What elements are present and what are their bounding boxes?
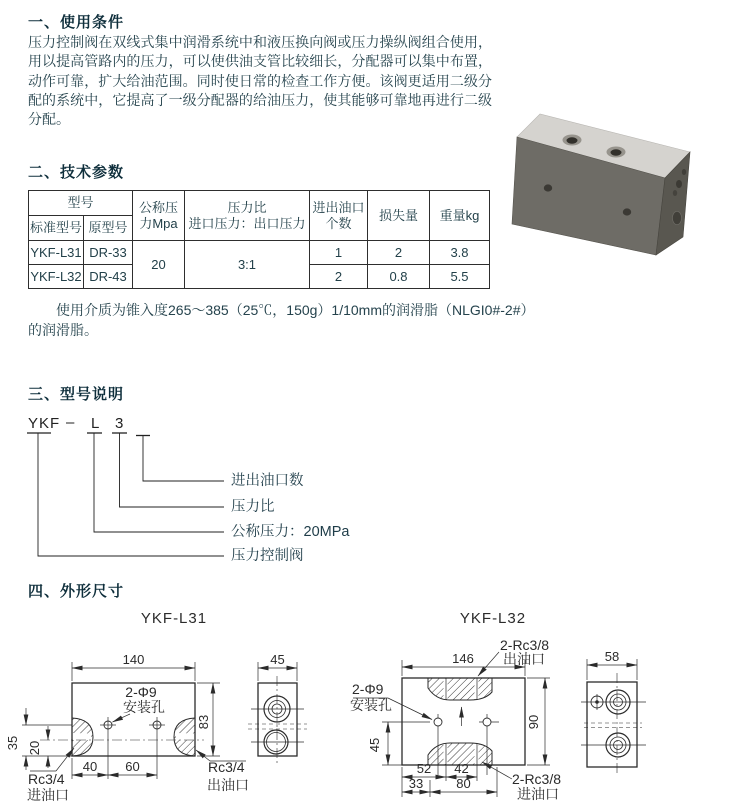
l32-bottom-relief <box>444 744 448 764</box>
col-ports-line1: 进出油口 <box>312 199 365 215</box>
leader-valve <box>38 433 224 556</box>
model-code-diagram <box>20 405 440 570</box>
l32-outlet-label: 出油口 <box>503 651 545 667</box>
cell-pressure: 20 <box>133 241 185 289</box>
section1-body: 压力控制阀在双线式集中润滑系统中和液压换向阀或压力操纵阀组合使用，用以提高管路内的压力，可以使供油支管比较细长，分配器可以集中布置，动作可靠，扩大给油范围。同时使日常的检查工作方便。该阀更适用二级分配的系统中，它提高了一级分配器的给油压力，使其能够可靠地再进行二级分配。 <box>28 34 492 128</box>
cell-loss: 0.8 <box>368 265 430 289</box>
table-header-row-1 <box>29 191 490 216</box>
l32-holes-label2: 安装孔 <box>350 697 392 713</box>
col-loss: 损失量 <box>368 191 430 241</box>
l32-side-mount-hole-center <box>595 700 599 704</box>
leader-pressure <box>94 433 224 532</box>
col-standard-model: 标准型号 <box>29 216 84 241</box>
l32-inlet-label: 进油口 <box>517 786 559 802</box>
col-ports-line2: 个数 <box>325 215 352 231</box>
label-nominal-pressure: 公称压力：20MPa <box>231 524 350 540</box>
col-original-model: 原型号 <box>84 216 133 241</box>
col-ports <box>310 191 368 241</box>
col-ratio-line2: 进口压力：出口压力 <box>188 215 306 231</box>
l32-top-relief <box>475 679 479 699</box>
l31-inlet-thread-label: Rc3/4 <box>28 771 65 787</box>
section4-heading: 四、外形尺寸 <box>28 583 125 600</box>
l31-inlet-label: 进油口 <box>27 787 69 803</box>
dim-33: 33 <box>408 776 424 791</box>
spec-table <box>28 190 490 289</box>
code-dash: – <box>66 414 76 431</box>
l31-front-view <box>5 652 249 803</box>
l32-bottom-relief <box>475 744 479 764</box>
dim-35: 35 <box>5 735 20 751</box>
l32-holes-label: 2-Φ9 <box>352 681 384 697</box>
photo-side-hole <box>682 169 686 175</box>
leader-ports <box>143 436 224 482</box>
col-model: 型号 <box>29 191 133 216</box>
l31-outlet-label: 出油口 <box>207 777 249 793</box>
l32-inlet-thread-label: 2-Rc3/8 <box>512 771 562 787</box>
dim-40: 40 <box>82 759 98 774</box>
section1-heading: 一、使用条件 <box>28 14 125 31</box>
dim-90: 90 <box>526 714 541 730</box>
l31-inlet-leader <box>56 748 74 771</box>
dim-52: 52 <box>416 761 432 776</box>
cell-standard: YKF-L31 <box>29 241 84 265</box>
medium-note: 使用介质为锥入度265～385（25℃，150g）1/10mm的润滑脂（NLGI0#-2#）的润滑脂。 <box>28 302 528 338</box>
l31-holes-leader <box>113 714 131 722</box>
cell-loss: 2 <box>368 241 430 265</box>
code-ratio: L <box>91 415 101 432</box>
l32-outlet-leader <box>478 652 499 676</box>
label-pressure-ratio: 压力比 <box>231 499 275 515</box>
l32-top-relief <box>444 679 448 699</box>
l32-side-view <box>581 649 646 776</box>
cell-ports: 2 <box>310 265 368 289</box>
dim-80: 80 <box>456 776 471 791</box>
dim-45b: 45 <box>367 737 382 753</box>
l32-holes-leader <box>388 698 432 720</box>
col-ratio-line1: 压力比 <box>227 199 267 215</box>
label-valve-name: 压力控制阀 <box>231 548 304 564</box>
dim-45: 45 <box>270 652 285 667</box>
col-pressure: 公称压力Mpa <box>133 191 185 241</box>
l31-side-view <box>248 652 307 764</box>
dimension-drawings <box>0 605 729 810</box>
table-row <box>29 241 490 265</box>
photo-front-hole <box>623 208 631 215</box>
photo-top-hole <box>567 137 578 143</box>
photo-front-hole <box>544 184 552 191</box>
dim-20: 20 <box>27 740 42 756</box>
cell-ratio: 3:1 <box>185 241 310 289</box>
l31-outlet-port-relief <box>176 733 195 740</box>
dim-83: 83 <box>196 714 211 730</box>
dim-60: 60 <box>125 759 140 774</box>
cell-original: DR-33 <box>84 241 133 265</box>
col-weight: 重量kg <box>430 191 490 241</box>
l32-outlet-thread-label: 2-Rc3/8 <box>500 637 550 653</box>
photo-side-hole <box>673 190 677 196</box>
col-ratio <box>185 191 310 241</box>
photo-side-hole <box>676 180 682 188</box>
drawing-title-l32: YKF-L32 <box>459 610 527 627</box>
photo-side-port <box>672 211 681 224</box>
dim-146: 146 <box>452 651 474 666</box>
photo-top-hole <box>611 149 622 155</box>
l31-holes-label2: 安装孔 <box>123 699 165 715</box>
leader-ratio <box>120 433 225 507</box>
product-photo <box>500 105 729 275</box>
l32-mounting-hole <box>483 718 491 726</box>
drawing-title-l31: YKF-L31 <box>140 610 208 627</box>
section3-heading: 三、型号说明 <box>28 386 125 403</box>
code-ports: 3 <box>115 415 125 432</box>
l32-front-view <box>350 637 561 802</box>
l31-outlet-thread-label: Rc3/4 <box>208 759 245 775</box>
cell-ports: 1 <box>310 241 368 265</box>
l31-holes-label: 2-Φ9 <box>125 684 157 700</box>
label-ports-count: 进出油口数 <box>231 473 304 489</box>
l32-side-outline <box>587 682 637 767</box>
section2-heading: 二、技术参数 <box>28 164 125 181</box>
dim-58: 58 <box>604 649 620 664</box>
cell-original: DR-43 <box>84 265 133 289</box>
l31-inlet-port-relief <box>72 733 91 740</box>
cell-standard: YKF-L32 <box>29 265 84 289</box>
l32-mounting-hole <box>434 718 442 726</box>
cell-weight: 3.8 <box>430 241 490 265</box>
dim-42: 42 <box>454 761 469 776</box>
code-family: YKF <box>28 415 61 432</box>
dim-140: 140 <box>122 652 145 667</box>
cell-weight: 5.5 <box>430 265 490 289</box>
l32-outlet-port <box>428 678 492 700</box>
